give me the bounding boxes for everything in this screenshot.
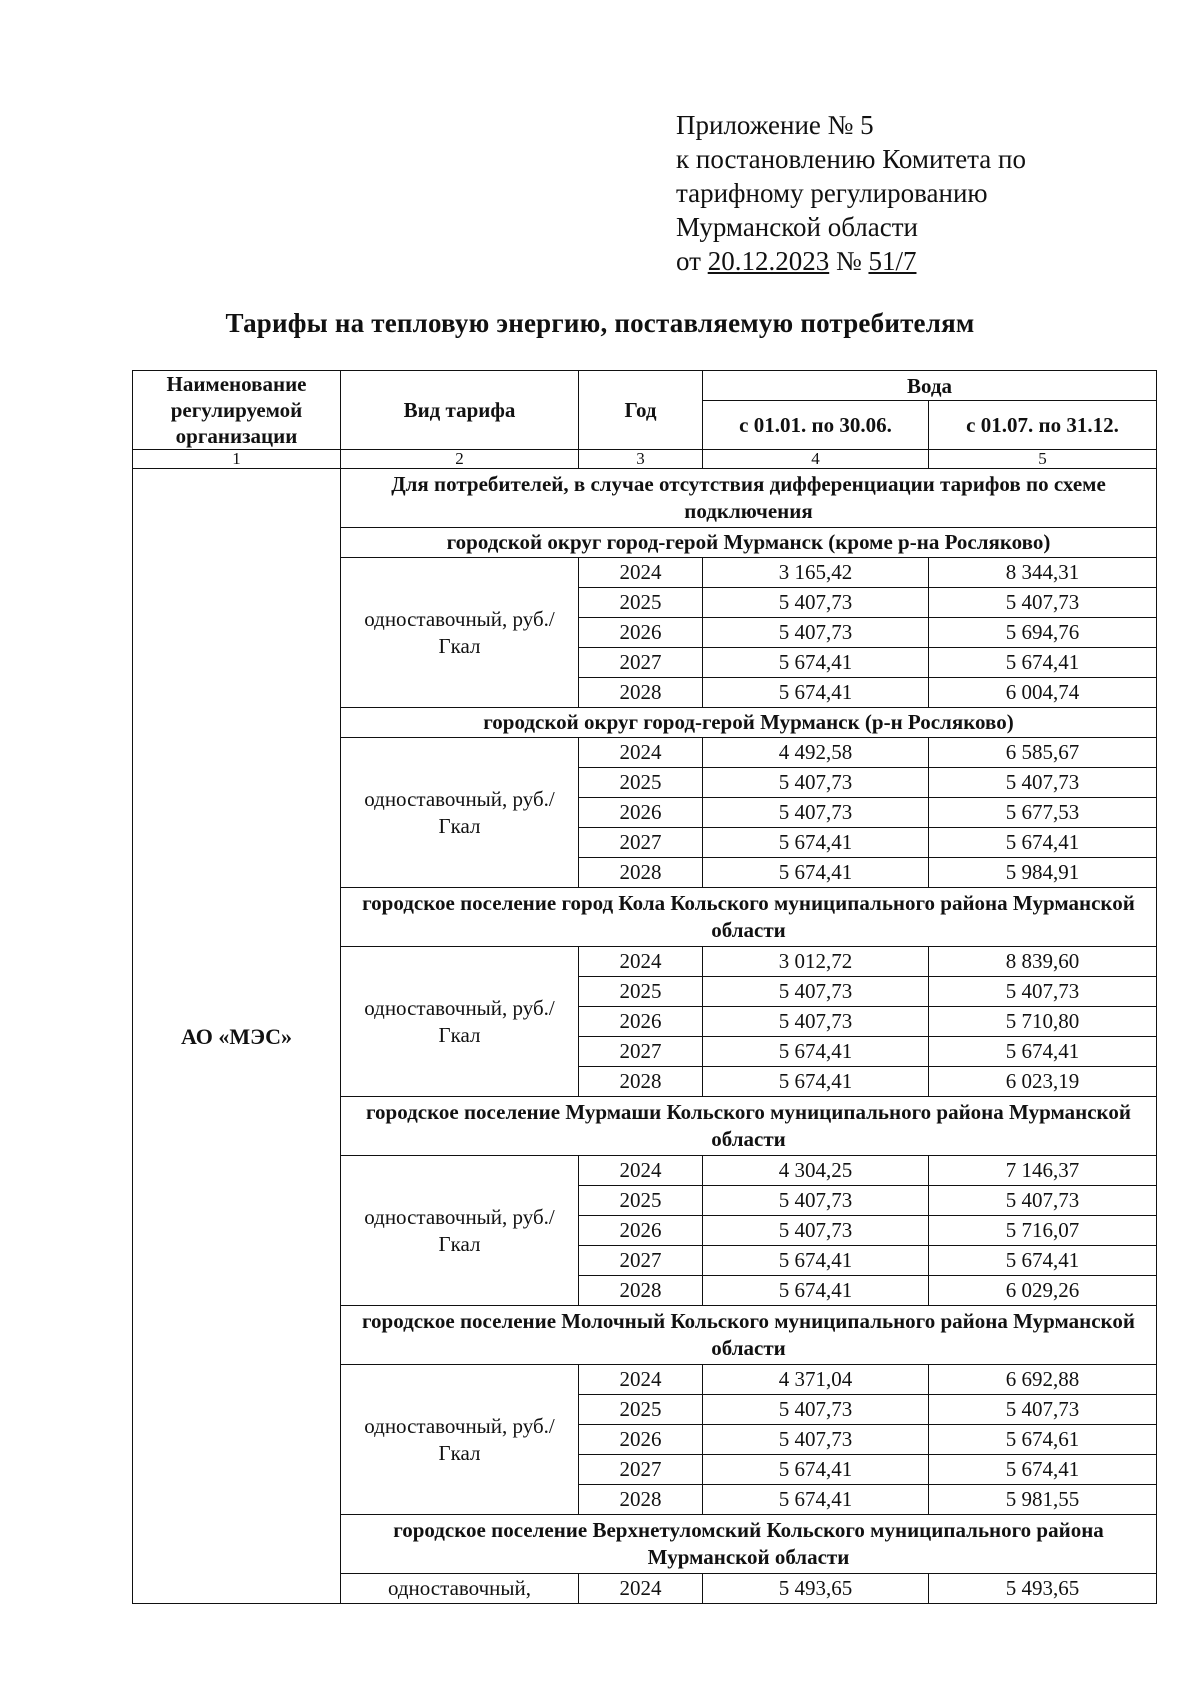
year-cell: 2028 [579, 1276, 703, 1306]
period-1-value: 5 407,73 [703, 1186, 929, 1216]
year-cell: 2024 [579, 1574, 703, 1604]
period-2-value: 6 692,88 [929, 1365, 1157, 1395]
period-1-value: 5 674,41 [703, 1246, 929, 1276]
year-cell: 2025 [579, 1186, 703, 1216]
period-1-value: 5 407,73 [703, 1007, 929, 1037]
year-cell: 2026 [579, 1216, 703, 1246]
tariff-type-cell: одноставочный, руб./Гкал [341, 1156, 579, 1306]
period-1-value: 5 407,73 [703, 1425, 929, 1455]
period-2-value: 8 839,60 [929, 947, 1157, 977]
organization-name: АО «МЭС» [133, 469, 341, 1604]
period-1-value: 5 674,41 [703, 678, 929, 708]
period-1-value: 5 407,73 [703, 977, 929, 1007]
appendix-line: Приложение № 5 [676, 110, 874, 140]
column-number: 1 [133, 450, 341, 469]
period-2-value: 5 493,65 [929, 1574, 1157, 1604]
year-cell: 2025 [579, 768, 703, 798]
tariff-type-cell: одноставочный, руб./Гкал [341, 738, 579, 888]
period-1-value: 5 674,41 [703, 1037, 929, 1067]
year-cell: 2027 [579, 828, 703, 858]
period-2-value: 5 694,76 [929, 618, 1157, 648]
period-2-value: 5 677,53 [929, 798, 1157, 828]
header-period-2: с 01.07. по 31.12. [929, 401, 1157, 450]
header-year: Год [579, 371, 703, 450]
appendix-line: к постановлению Комитета по [676, 144, 1026, 174]
period-2-value: 5 674,41 [929, 648, 1157, 678]
period-2-value: 7 146,37 [929, 1156, 1157, 1186]
period-1-value: 5 407,73 [703, 798, 929, 828]
period-1-value: 5 407,73 [703, 768, 929, 798]
period-2-value: 5 674,41 [929, 1246, 1157, 1276]
category-title: Для потребителей, в случае отсутствия дифференциации тарифов по схеме подключения [341, 469, 1157, 528]
period-1-value: 5 674,41 [703, 828, 929, 858]
appendix-block [676, 108, 1026, 278]
decree-date: 20.12.2023 [707, 246, 830, 276]
period-2-value: 5 710,80 [929, 1007, 1157, 1037]
year-cell: 2024 [579, 1156, 703, 1186]
section-title: городское поселение Верхнетуломский Кольского муниципального района Мурманской области [341, 1515, 1157, 1574]
section-title: городской округ город-герой Мурманск (кроме р-на Росляково) [341, 528, 1157, 558]
year-cell: 2025 [579, 588, 703, 618]
number-prefix: № [829, 246, 869, 276]
year-cell: 2027 [579, 648, 703, 678]
period-2-value: 5 407,73 [929, 1186, 1157, 1216]
period-2-value: 6 585,67 [929, 738, 1157, 768]
year-cell: 2025 [579, 977, 703, 1007]
period-1-value: 5 407,73 [703, 588, 929, 618]
period-1-value: 5 407,73 [703, 1216, 929, 1246]
period-2-value: 5 407,73 [929, 977, 1157, 1007]
period-2-value: 8 344,31 [929, 558, 1157, 588]
header-water: Вода [703, 371, 1157, 401]
period-2-value: 6 004,74 [929, 678, 1157, 708]
year-cell: 2024 [579, 558, 703, 588]
year-cell: 2024 [579, 947, 703, 977]
section-title: городское поселение Молочный Кольского муниципального района Мурманской области [341, 1306, 1157, 1365]
section-title: городской округ город-герой Мурманск (р-н Росляково) [341, 708, 1157, 738]
column-number: 2 [341, 450, 579, 469]
section-title: городское поселение Мурмаши Кольского муниципального района Мурманской области [341, 1097, 1157, 1156]
period-2-value: 5 407,73 [929, 768, 1157, 798]
period-1-value: 4 371,04 [703, 1365, 929, 1395]
category-row [133, 469, 1157, 528]
period-1-value: 5 674,41 [703, 1455, 929, 1485]
period-1-value: 4 492,58 [703, 738, 929, 768]
year-cell: 2028 [579, 858, 703, 888]
period-1-value: 3 012,72 [703, 947, 929, 977]
column-number: 5 [929, 450, 1157, 469]
period-2-value: 5 716,07 [929, 1216, 1157, 1246]
year-cell: 2027 [579, 1246, 703, 1276]
year-cell: 2028 [579, 678, 703, 708]
period-2-value: 6 023,19 [929, 1067, 1157, 1097]
period-2-value: 5 674,41 [929, 828, 1157, 858]
period-1-value: 4 304,25 [703, 1156, 929, 1186]
column-number: 3 [579, 450, 703, 469]
header-period-1: с 01.01. по 30.06. [703, 401, 929, 450]
tariff-type-cell: одноставочный, [341, 1574, 579, 1604]
period-2-value: 5 981,55 [929, 1485, 1157, 1515]
period-1-value: 5 674,41 [703, 1276, 929, 1306]
tariff-type-cell: одноставочный, руб./Гкал [341, 558, 579, 708]
period-1-value: 5 493,65 [703, 1574, 929, 1604]
year-cell: 2026 [579, 1007, 703, 1037]
year-cell: 2026 [579, 1425, 703, 1455]
year-cell: 2027 [579, 1455, 703, 1485]
date-prefix: от [676, 246, 708, 276]
year-cell: 2027 [579, 1037, 703, 1067]
period-2-value: 5 674,61 [929, 1425, 1157, 1455]
period-2-value: 5 407,73 [929, 588, 1157, 618]
year-cell: 2024 [579, 1365, 703, 1395]
header-tariff-type: Вид тарифа [341, 371, 579, 450]
column-number-row [133, 450, 1157, 469]
year-cell: 2026 [579, 618, 703, 648]
period-2-value: 6 029,26 [929, 1276, 1157, 1306]
tariff-type-cell: одноставочный, руб./Гкал [341, 947, 579, 1097]
year-cell: 2028 [579, 1067, 703, 1097]
period-1-value: 5 674,41 [703, 1485, 929, 1515]
document-title: Тарифы на тепловую энергию, поставляемую потребителям [225, 308, 975, 338]
decree-number: 51/7 [868, 246, 917, 276]
appendix-line: тарифному регулированию [676, 178, 988, 208]
year-cell: 2025 [579, 1395, 703, 1425]
period-1-value: 3 165,42 [703, 558, 929, 588]
period-1-value: 5 674,41 [703, 648, 929, 678]
period-2-value: 5 984,91 [929, 858, 1157, 888]
appendix-date-line [676, 244, 1026, 278]
year-cell: 2024 [579, 738, 703, 768]
period-1-value: 5 674,41 [703, 858, 929, 888]
tariff-type-cell: одноставочный, руб./Гкал [341, 1365, 579, 1515]
period-1-value: 5 407,73 [703, 1395, 929, 1425]
year-cell: 2028 [579, 1485, 703, 1515]
header-row [133, 371, 1157, 401]
period-1-value: 5 674,41 [703, 1067, 929, 1097]
column-number: 4 [703, 450, 929, 469]
appendix-line: Мурманской области [676, 212, 918, 242]
section-title: городское поселение город Кола Кольского муниципального района Мурманской области [341, 888, 1157, 947]
period-2-value: 5 407,73 [929, 1395, 1157, 1425]
period-2-value: 5 674,41 [929, 1455, 1157, 1485]
year-cell: 2026 [579, 798, 703, 828]
period-2-value: 5 674,41 [929, 1037, 1157, 1067]
header-org: Наименование регулируемой организации [133, 371, 341, 450]
period-1-value: 5 407,73 [703, 618, 929, 648]
tariff-table [132, 370, 1157, 1604]
